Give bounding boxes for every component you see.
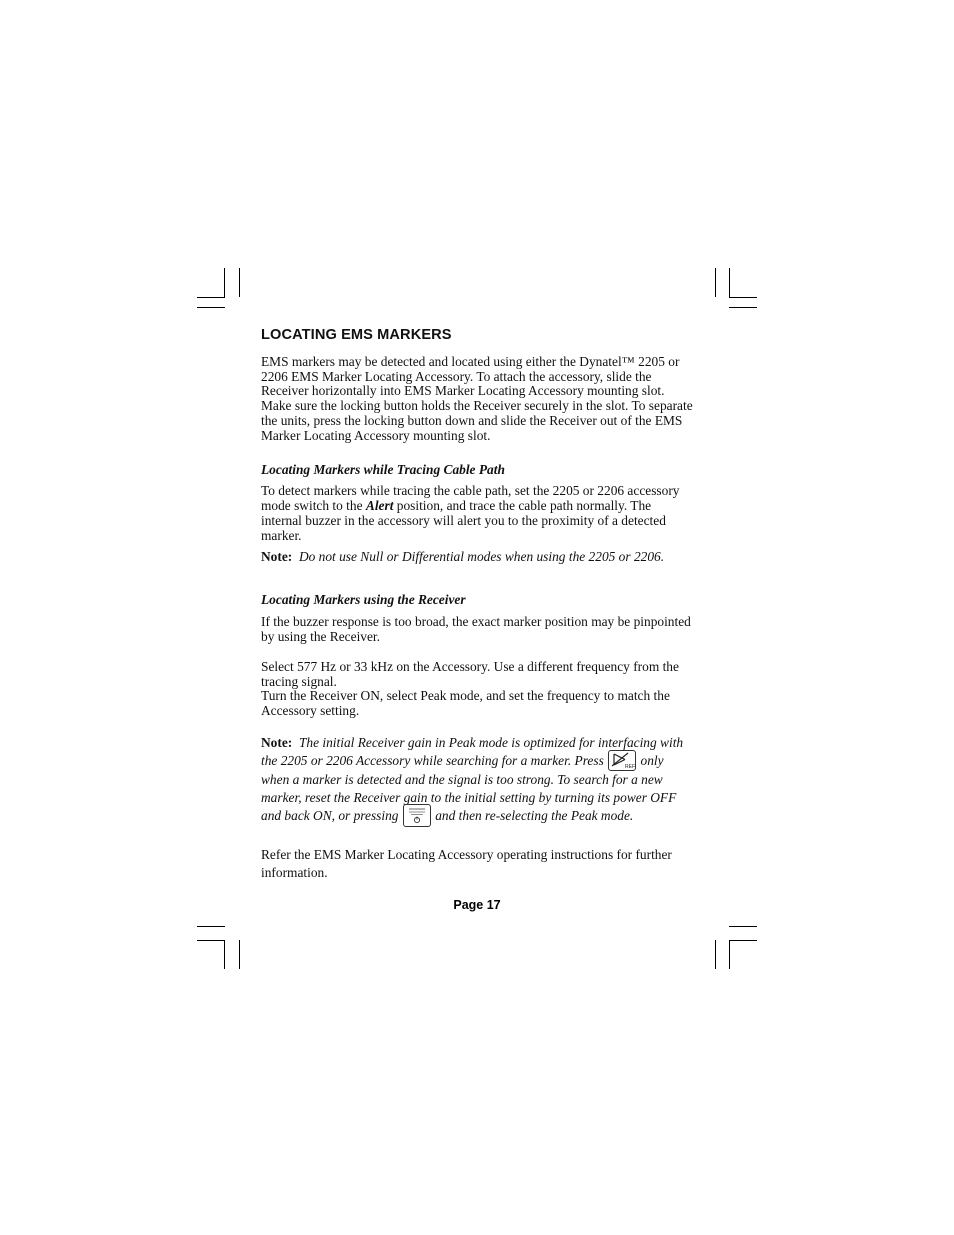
crop-mark xyxy=(729,926,757,927)
crop-mark xyxy=(729,297,757,298)
crop-mark xyxy=(729,940,730,969)
tracing-text-1: To detect markers while tracing the cable path, set the 2205 or 2206 accessory mode switch to the xyxy=(261,483,680,514)
closing-paragraph: Refer the EMS Marker Locating Accessory operating instructions for further information. xyxy=(261,846,672,880)
alert-emphasis: Alert xyxy=(365,498,394,514)
note-text-2: only when a marker is detected and the signal is too strong. To search for a new marker, reset the Receiver gain to the initial setting by turning its power OFF and back ON, or pressing xyxy=(261,752,677,823)
receiver-paragraph-1: If the buzzer response is too broad, the exact marker position may be pinpointed by using the Receiver. xyxy=(261,614,691,644)
intro-paragraph: EMS markers may be detected and located using either the Dynatel™ 2205 or 2206 EMS Marker Locating Accessory. To attach the accessory, slide the Receiver horizontally into EMS Marker Locating Accessory mounting slot. Make sure the locking button holds the Receiver securely in the slot. To separate the units, press the locking button down and slide the Receiver out of the EMS Marker Locating Accessory mounting slot. xyxy=(261,353,693,443)
crop-mark xyxy=(224,268,225,297)
note-label: Note: xyxy=(261,548,293,564)
tracing-text-2: position, and trace the cable path normally. The internal buzzer in the accessory will alert you to the proximity of a detected marker. xyxy=(261,498,666,543)
receiver-paragraph-2a: Select 577 Hz or 33 kHz on the Accessory. Use a different frequency from the tracing signal. xyxy=(261,658,679,689)
tracing-note xyxy=(261,550,693,565)
crop-mark xyxy=(239,940,240,969)
gain-ref-symbol xyxy=(609,751,635,770)
power-symbol xyxy=(404,805,430,826)
gain-ref-key-icon xyxy=(608,750,636,771)
tracing-paragraph xyxy=(261,484,693,543)
page-content xyxy=(261,328,693,882)
ref-key-label: REF xyxy=(625,763,636,770)
crop-mark xyxy=(729,307,757,308)
crop-mark xyxy=(715,940,716,969)
crop-mark xyxy=(197,940,225,941)
power-key-icon xyxy=(403,804,431,827)
crop-mark xyxy=(239,268,240,297)
note-text: Do not use Null or Differential modes when using the 2205 or 2206. xyxy=(298,548,665,564)
crop-mark xyxy=(224,940,225,969)
subsection-title-tracing: Locating Markers while Tracing Cable Path xyxy=(261,461,505,477)
note-text-1: The initial Receiver gain in Peak mode is optimized for interfacing with the 2205 or 2206 Accessory while searching for a marker. Press xyxy=(261,734,684,768)
note-label: Note: xyxy=(261,734,293,750)
receiver-note xyxy=(261,734,693,827)
crop-mark xyxy=(197,926,225,927)
subsection-title-receiver: Locating Markers using the Receiver xyxy=(261,592,466,608)
receiver-paragraph-2b: Turn the Receiver ON, select Peak mode, and set the frequency to match the Accessory setting. xyxy=(261,688,670,719)
crop-mark xyxy=(197,297,225,298)
crop-mark xyxy=(729,940,757,941)
section-heading: LOCATING EMS MARKERS xyxy=(261,327,452,343)
note-text-3: and then re-selecting the Peak mode. xyxy=(435,807,634,823)
crop-mark xyxy=(197,307,225,308)
page-number: Page 17 xyxy=(453,898,501,912)
crop-mark xyxy=(715,268,716,297)
crop-mark xyxy=(729,268,730,297)
